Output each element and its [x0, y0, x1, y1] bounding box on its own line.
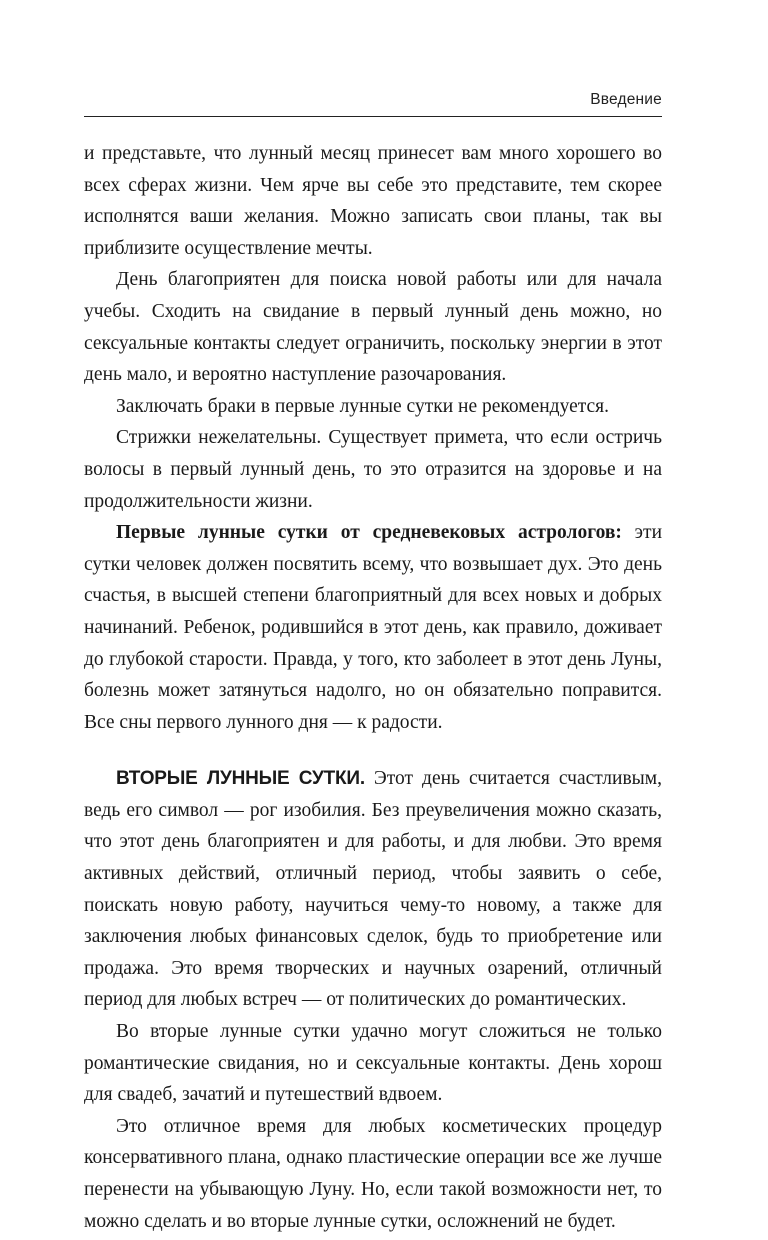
paragraph	[84, 517, 662, 738]
paragraph: и представьте, что лунный месяц принесет вам много хорошего во всех сферах жизни. Чем ярче вы себе это представите, тем скорее исполнятся ваши желания. Можно записать свои планы, так вы приблизите осуществление мечты.	[84, 143, 662, 259]
paragraph-text: эти сутки человек должен посвятить всему, что возвышает дух. Это день счастья, в высшей степени благоприятный для всех новых и добрых начинаний. Ребенок, родившийся в этот день, как правило, доживает до глубокой старости. Правда, у того, кто заболеет в этот день Луны, болезнь может затянуться надолго, но он обязательно поправится. Все сны первого лунного дня — к радости.	[84, 522, 662, 733]
bold-lead-in: Первые лунные сутки от средневековых астрологов:	[116, 522, 622, 544]
paragraph: Заключать браки в первые лунные сутки не рекомендуется.	[116, 395, 610, 417]
paragraph	[84, 763, 662, 1016]
header-rule	[84, 116, 662, 117]
running-header: Введение	[590, 91, 662, 108]
paragraph: День благоприятен для поиска новой работы или для начала учебы. Сходить на свидание в первый лунный день можно, но сексуальные контакты следует ограничить, поскольку энергии в этот день мало, и вероятно наступление разочарования.	[84, 269, 662, 386]
section-spacer	[84, 738, 662, 763]
section-heading: ВТОРЫЕ ЛУННЫЕ СУТКИ.	[116, 768, 365, 790]
paragraph: Это отличное время для любых косметических процедур консервативного плана, однако пластические операции все же лучше перенести на убывающую Луну. Но, если такой возможности нет, то можно сделать и во вторые лунные сутки, осложнений не будет.	[84, 1115, 662, 1232]
paragraph-text: Этот день считается счастливым, ведь его символ — рог изобилия. Без преувеличения можно сказать, что этот день благоприятен и для работы, и для любви. Это время активных действий, отличный период, чтобы заявить о себе, поискать новую работу, научиться чему-то новому, а также для заключения любых финансовых сделок, будь то приобретение или продажа. Это время творческих и научных озарений, отличный период для любых встреч — от политических до романтических.	[84, 768, 662, 1011]
paragraph: Во вторые лунные сутки удачно могут сложиться не только романтические свидания, но и сексуальные контакты. День хорош для свадеб, зачатий и путешествий вдвоем.	[84, 1021, 662, 1106]
paragraph: Стрижки нежелательны. Существует примета, что если остричь волосы в первый лунный день, то это отразится на здоровье и на продолжительности жизни.	[84, 427, 662, 512]
body-text	[84, 138, 662, 1237]
